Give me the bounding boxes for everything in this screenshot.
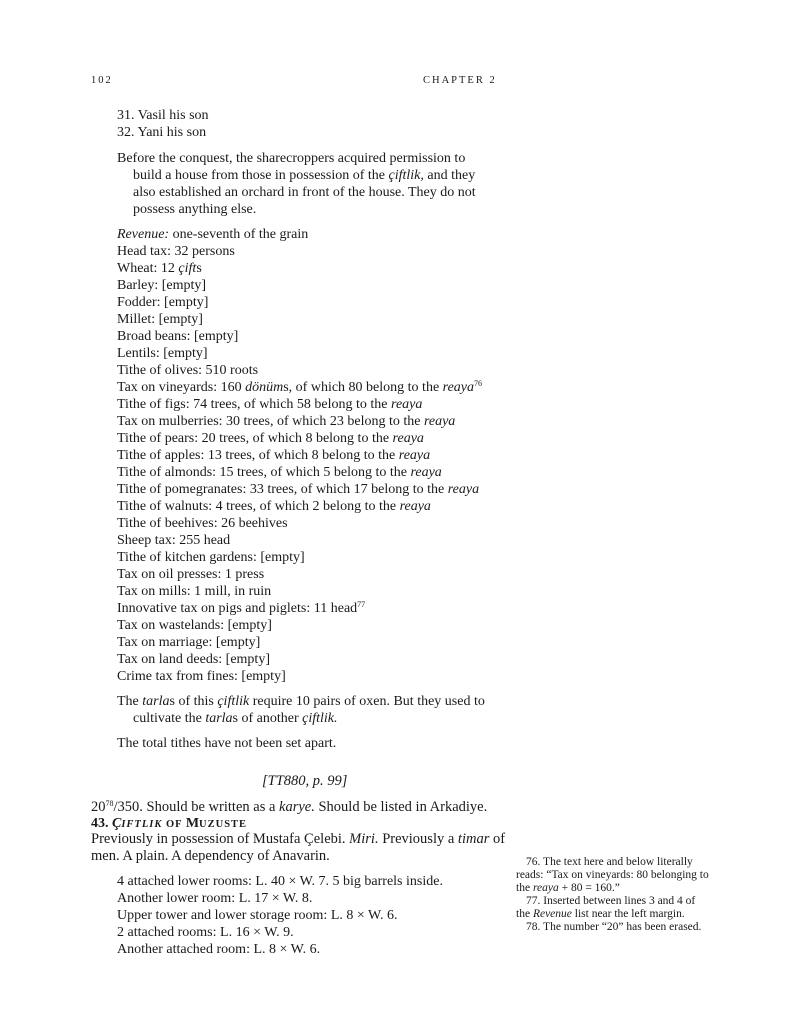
- revenue-line: Innovative tax on pigs and piglets: 11 head$^{77}$: [117, 600, 366, 616]
- revenue-line: Revenue: one-seventh of the grain: [117, 227, 309, 242]
- revenue-line: Broad beans: [empty]: [117, 329, 239, 344]
- revenue-line: Tithe of pears: 20 trees, of which 8 belong to the reaya: [117, 431, 424, 446]
- revenue-line: Crime tax from fines: [empty]: [117, 669, 286, 684]
- room-line: Another lower room: L. 17 × W. 8.: [117, 891, 313, 906]
- room-line: 4 attached lower rooms: L. 40 × W. 7. 5 big barrels inside.: [117, 874, 443, 889]
- footnote-76: 76. The text here and below literally reads: “Tax on vineyards: 80 belonging to the reaya + 80 = 160.”: [516, 856, 709, 894]
- footnote-77: 77. Inserted between lines 3 and 4 of the Revenue list near the left margin.: [516, 895, 696, 920]
- entry-line: $20^{78}/350$. Should be written as a karye. Should be listed in Arkadiye.: [91, 799, 488, 815]
- revenue-line: Tax on wastelands: [empty]: [117, 618, 272, 633]
- revenue-line: Tithe of kitchen gardens: [empty]: [117, 550, 305, 565]
- paragraph-line: possess anything else.: [133, 202, 257, 217]
- paragraph-line: build a house from those in possession of the çiftlik, and they: [133, 168, 476, 183]
- list-item: 32. Yani his son: [117, 125, 207, 140]
- revenue-line: Lentils: [empty]: [117, 346, 208, 361]
- revenue-line: Wheat: 12 çifts: [117, 261, 202, 276]
- revenue-line: Tithe of apples: 13 trees, of which 8 belong to the reaya: [117, 448, 431, 463]
- room-line: Another attached room: L. 8 × W. 6.: [117, 942, 321, 957]
- running-title: CHAPTER 2: [423, 75, 497, 86]
- footnote-ref: 77: [357, 600, 366, 609]
- entry-heading: 43. ÇIFTLIK OF MUZUSTE: [91, 816, 248, 831]
- revenue-line: Millet: [empty]: [117, 312, 203, 327]
- entry-line: men. A plain. A dependency of Anavarin.: [91, 848, 330, 864]
- revenue-line: Tithe of olives: 510 roots: [117, 363, 259, 378]
- paragraph-line: cultivate the tarlas of another çiftlik.: [133, 711, 338, 726]
- revenue-line: Tithe of figs: 74 trees, of which 58 belong to the reaya: [117, 397, 423, 412]
- revenue-line: Tithe of beehives: 26 beehives: [117, 516, 288, 531]
- revenue-line: Tithe of walnuts: 4 trees, of which 2 belong to the reaya: [117, 499, 431, 514]
- revenue-line: Sheep tax: 255 head: [117, 533, 231, 548]
- footnotes: [516, 856, 710, 934]
- room-line: 2 attached rooms: L. 16 × W. 9.: [117, 925, 294, 940]
- revenue-line: Tithe of pomegranates: 33 trees, of which 17 belong to the reaya: [117, 482, 480, 497]
- entry-line: Previously in possession of Mustafa Çelebi. Miri. Previously a timar of: [91, 831, 506, 847]
- room-line: Upper tower and lower storage room: L. 8 × W. 6.: [117, 908, 398, 923]
- revenue-line: Tax on mulberries: 30 trees, of which 23 belong to the reaya: [117, 414, 456, 429]
- footnote-78: 78. The number “20” has been erased.: [526, 921, 702, 933]
- revenue-line: Barley: [empty]: [117, 278, 207, 293]
- revenue-line: Tithe of almonds: 15 trees, of which 5 belong to the reaya: [117, 465, 442, 480]
- page-number: 102: [91, 75, 113, 86]
- revenue-line: Head tax: 32 persons: [117, 244, 235, 259]
- paragraph-line: The tarlas of this çiftlik require 10 pairs of oxen. But they used to: [117, 694, 485, 709]
- revenue-line: Fodder: [empty]: [117, 295, 209, 310]
- paragraph-line: The total tithes have not been set apart.: [117, 736, 337, 751]
- source-reference: [TT880, p. 99]: [262, 773, 348, 789]
- list-item: 31. Vasil his son: [117, 108, 209, 123]
- revenue-line: Tax on marriage: [empty]: [117, 635, 261, 650]
- revenue-line: Tax on land deeds: [empty]: [117, 652, 270, 667]
- revenue-line: Tax on mills: 1 mill, in ruin: [117, 584, 272, 599]
- revenue-line: Tax on oil presses: 1 press: [117, 567, 265, 582]
- revenue-line: Tax on vineyards: 160 dönüms, of which 80 belong to the reaya$^{76}$: [117, 379, 483, 395]
- paragraph-line: Before the conquest, the sharecroppers acquired permission to: [117, 151, 466, 166]
- paragraph-line: also established an orchard in front of the house. They do not: [133, 185, 476, 200]
- footnote-ref: 78: [105, 799, 114, 808]
- footnote-ref: 76: [474, 379, 483, 388]
